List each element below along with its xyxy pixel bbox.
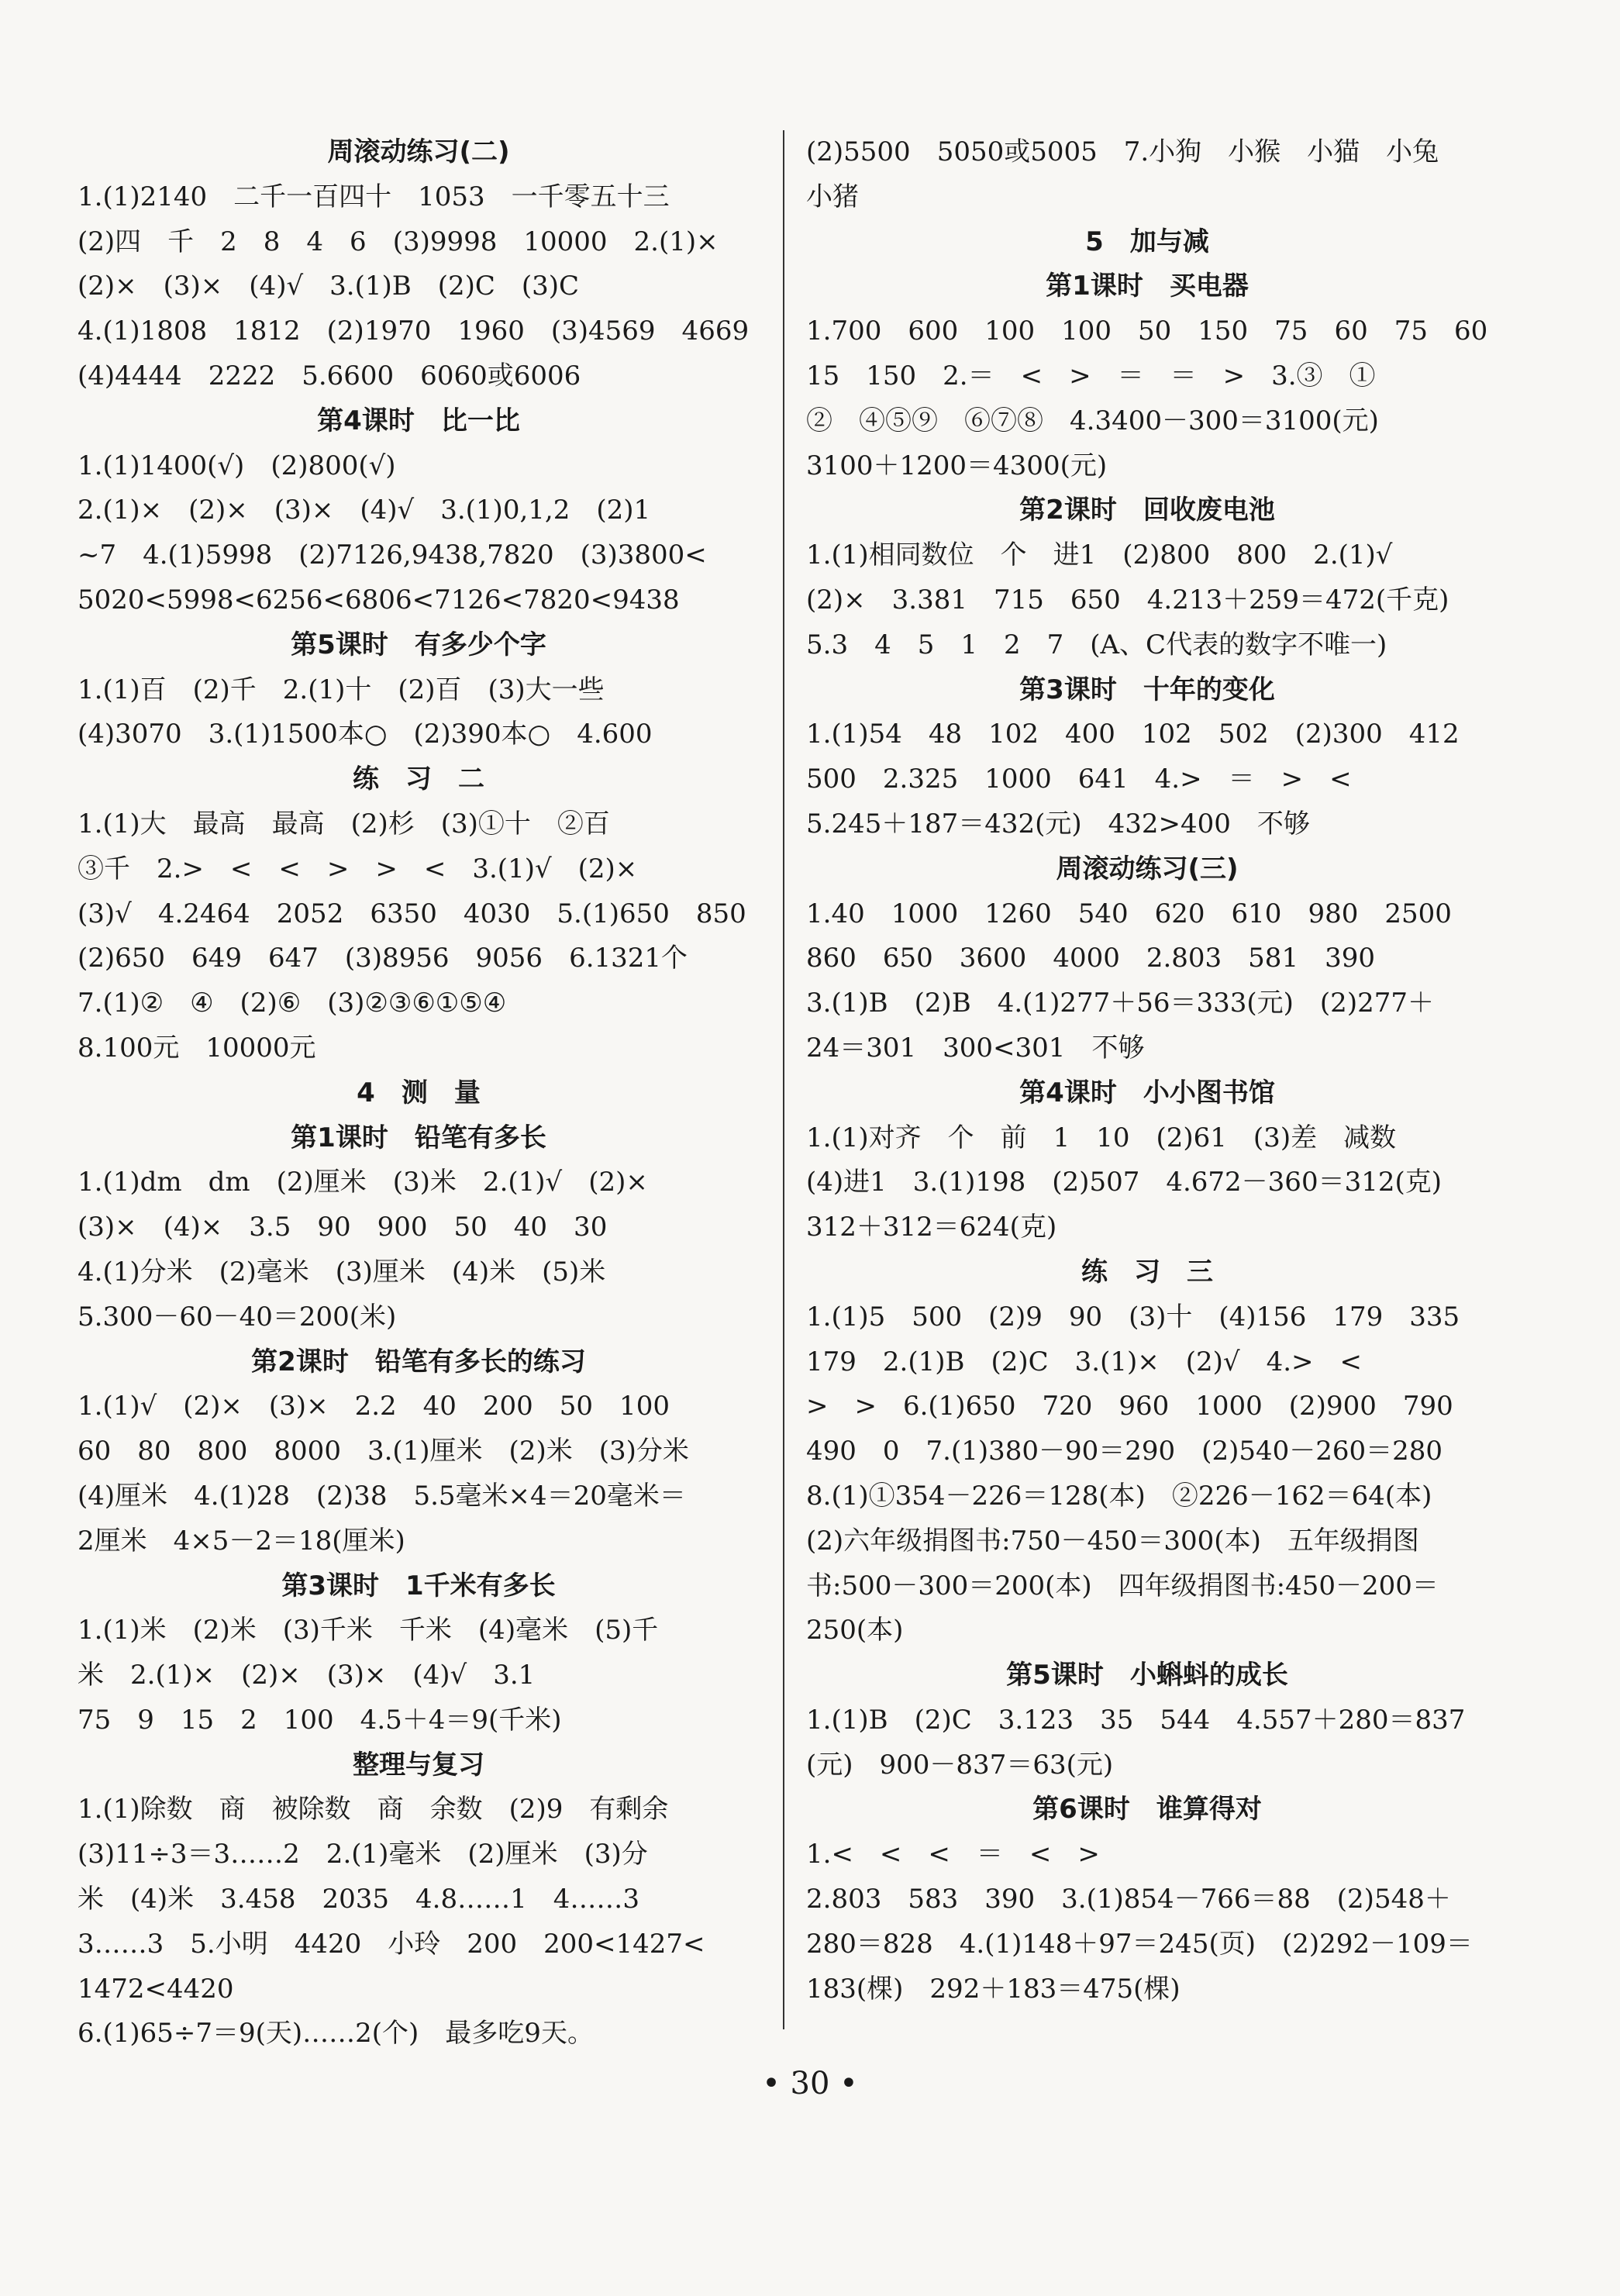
answer-line: ② ④⑤⑨ ⑥⑦⑧ 4.3400－300＝3100(元) [806, 405, 1379, 436]
answer-line: (3)11÷3＝3……2 2.(1)毫米 (2)厘米 (3)分 [78, 1839, 648, 1870]
answer-line: 183(棵) 292＋183＝475(棵) [806, 1973, 1181, 2005]
answer-line: ~7 4.(1)5998 (2)7126,9438,7820 (3)3800< [78, 540, 707, 571]
section-heading: 第2课时 回收废电池 [1019, 495, 1275, 526]
answer-line: 5020<5998<6256<6806<7126<7820<9438 [78, 584, 680, 615]
answer-line: 2.803 583 390 3.(1)854－766＝88 (2)548＋ [806, 1884, 1451, 1915]
section-heading: 练 习 三 [1081, 1256, 1213, 1288]
answer-line: 860 650 3600 4000 2.803 581 390 [806, 943, 1375, 974]
answer-line: 280＝828 4.(1)148＋97＝245(页) (2)292－109＝ [806, 1928, 1473, 1960]
answer-line: 1.(1)B (2)C 3.123 35 544 4.557＋280＝837 [806, 1704, 1466, 1736]
section-heading: 第1课时 铅笔有多长 [291, 1122, 546, 1153]
answer-line: 1.(1)对齐 个 前 1 10 (2)61 (3)差 减数 [806, 1122, 1397, 1153]
answer-line: ③千 2.> < < > > < 3.(1)√ (2)× [78, 853, 638, 884]
answer-line: 4.(1)分米 (2)毫米 (3)厘米 (4)米 (5)米 [78, 1256, 606, 1288]
section-heading: 第3课时 十年的变化 [1019, 674, 1275, 705]
answer-line: 米 2.(1)× (2)× (3)× (4)√ 3.1 [78, 1660, 536, 1691]
section-heading: 周滚动练习(二) [327, 136, 510, 167]
section-heading: 第5课时 小蝌蚪的成长 [1006, 1660, 1288, 1691]
answer-line: 2.(1)× (2)× (3)× (4)√ 3.(1)0,1,2 (2)1 [78, 495, 651, 526]
answer-line: 1.40 1000 1260 540 620 610 980 2500 [806, 898, 1452, 929]
answer-line: (2)六年级捐图书:750－450＝300(本) 五年级捐图 [806, 1525, 1419, 1557]
section-heading: 第6课时 谁算得对 [1032, 1794, 1262, 1825]
answer-line: 1.< < < ＝ < > [806, 1839, 1100, 1870]
answer-line: 1.700 600 100 100 50 150 75 60 75 60 [806, 315, 1488, 347]
answer-line: 3100＋1200＝4300(元) [806, 450, 1108, 481]
answer-line: 米 (4)米 3.458 2035 4.8……1 4……3 [78, 1884, 639, 1915]
answer-line: 小猪 [806, 181, 859, 212]
answer-line: 312＋312＝624(克) [806, 1212, 1057, 1243]
answer-line: > > 6.(1)650 720 960 1000 (2)900 790 [806, 1391, 1453, 1422]
answer-line: 8.100元 10000元 [78, 1032, 316, 1064]
answer-line: 1.(1)√ (2)× (3)× 2.2 40 200 50 100 [78, 1391, 670, 1422]
section-heading: 周滚动练习(三) [1056, 853, 1239, 884]
answer-line: 4.(1)1808 1812 (2)1970 1960 (3)4569 4669 [78, 315, 750, 347]
answer-line: 490 0 7.(1)380－90＝290 (2)540－260＝280 [806, 1436, 1443, 1467]
answer-line: (3)√ 4.2464 2052 6350 4030 5.(1)650 850 [78, 898, 746, 929]
answer-line: 1.(1)1400(√) (2)800(√) [78, 450, 396, 481]
section-heading: 练 习 二 [353, 764, 484, 795]
answer-line: (2)× 3.381 715 650 4.213＋259＝472(千克) [806, 584, 1449, 615]
answer-line: (2)5500 5050或5005 7.小狗 小猴 小猫 小兔 [806, 136, 1439, 167]
section-heading: 第4课时 小小图书馆 [1019, 1077, 1275, 1108]
answer-line: 1.(1)dm dm (2)厘米 (3)米 2.(1)√ (2)× [78, 1167, 648, 1198]
section-heading: 5 加与减 [1085, 226, 1209, 257]
left-column [78, 130, 760, 2056]
section-heading: 第4课时 比一比 [317, 405, 520, 436]
answer-line: 1.(1)54 48 102 400 102 502 (2)300 412 [806, 719, 1460, 750]
answer-line: (2)650 649 647 (3)8956 9056 6.1321个 [78, 943, 688, 974]
section-heading: 第5课时 有多少个字 [291, 629, 546, 660]
column-divider [783, 130, 784, 2029]
answer-line: 书:500－300＝200(本) 四年级捐图书:450－200＝ [806, 1570, 1439, 1601]
answer-line: (2)× (3)× (4)√ 3.(1)B (2)C (3)C [78, 271, 580, 302]
answer-line: 1.(1)相同数位 个 进1 (2)800 800 2.(1)√ [806, 540, 1393, 571]
section-heading: 第1课时 买电器 [1046, 271, 1249, 302]
answer-line: (3)× (4)× 3.5 90 900 50 40 30 [78, 1212, 608, 1243]
right-column [806, 130, 1488, 2012]
answer-line: 5.245＋187＝432(元) 432>400 不够 [806, 808, 1310, 839]
answer-line: 15 150 2.＝ < > ＝ ＝ > 3.③ ① [806, 360, 1376, 391]
section-heading: 第2课时 铅笔有多长的练习 [251, 1346, 586, 1377]
answer-line: 1.(1)大 最高 最高 (2)杉 (3)①十 ②百 [78, 808, 610, 839]
answer-line: 75 9 15 2 100 4.5＋4＝9(千米) [78, 1704, 562, 1736]
answer-line: 179 2.(1)B (2)C 3.(1)× (2)√ 4.> < [806, 1346, 1362, 1377]
section-heading: 第3课时 1千米有多长 [281, 1570, 556, 1601]
answer-line: 1.(1)5 500 (2)9 90 (3)十 (4)156 179 335 [806, 1301, 1460, 1332]
answer-line: 3……3 5.小明 4420 小玲 200 200<1427< [78, 1928, 705, 1960]
answer-line: (4)4444 2222 5.6600 6060或6006 [78, 360, 581, 391]
answer-line: 2厘米 4×5－2＝18(厘米) [78, 1525, 405, 1557]
answer-line: 8.(1)①354－226＝128(本) ②226－162＝64(本) [806, 1480, 1432, 1512]
answer-line: 1.(1)米 (2)米 (3)千米 千米 (4)毫米 (5)千 [78, 1615, 659, 1646]
answer-line: 60 80 800 8000 3.(1)厘米 (2)米 (3)分米 [78, 1436, 689, 1467]
answer-line: (4)3070 3.(1)1500本○ (2)390本○ 4.600 [78, 719, 653, 750]
answer-line: 7.(1)② ④ (2)⑥ (3)②③⑥①⑤④ [78, 988, 507, 1019]
answer-line: 1.(1)2140 二千一百四十 1053 一千零五十三 [78, 181, 670, 212]
answer-line: 3.(1)B (2)B 4.(1)277＋56＝333(元) (2)277＋ [806, 988, 1434, 1019]
page-number: • 30 • [762, 2066, 858, 2101]
section-heading: 整理与复习 [353, 1749, 484, 1781]
answer-line: 500 2.325 1000 641 4.> ＝ > < [806, 764, 1352, 795]
answer-line: 250(本) [806, 1615, 904, 1646]
answer-line: (4)厘米 4.(1)28 (2)38 5.5毫米×4＝20毫米＝ [78, 1480, 686, 1512]
answer-line: 1.(1)百 (2)千 2.(1)十 (2)百 (3)大一些 [78, 674, 605, 705]
answer-line: 24＝301 300<301 不够 [806, 1032, 1145, 1064]
answer-line: (元) 900－837＝63(元) [806, 1749, 1114, 1781]
answer-line: 1472<4420 [78, 1973, 234, 2005]
answer-line: 5.300－60－40＝200(米) [78, 1301, 397, 1332]
answer-line: (4)进1 3.(1)198 (2)507 4.672－360＝312(克) [806, 1167, 1442, 1198]
answer-line: 5.3 4 5 1 2 7 (A、C代表的数字不唯一) [806, 629, 1387, 660]
section-heading: 4 测 量 [357, 1077, 481, 1108]
answer-line: 1.(1)除数 商 被除数 商 余数 (2)9 有剩余 [78, 1794, 669, 1825]
answer-line: (2)四 千 2 8 4 6 (3)9998 10000 2.(1)× [78, 226, 719, 257]
answer-line: 6.(1)65÷7＝9(天)……2(个) 最多吃9天。 [78, 2018, 594, 2050]
